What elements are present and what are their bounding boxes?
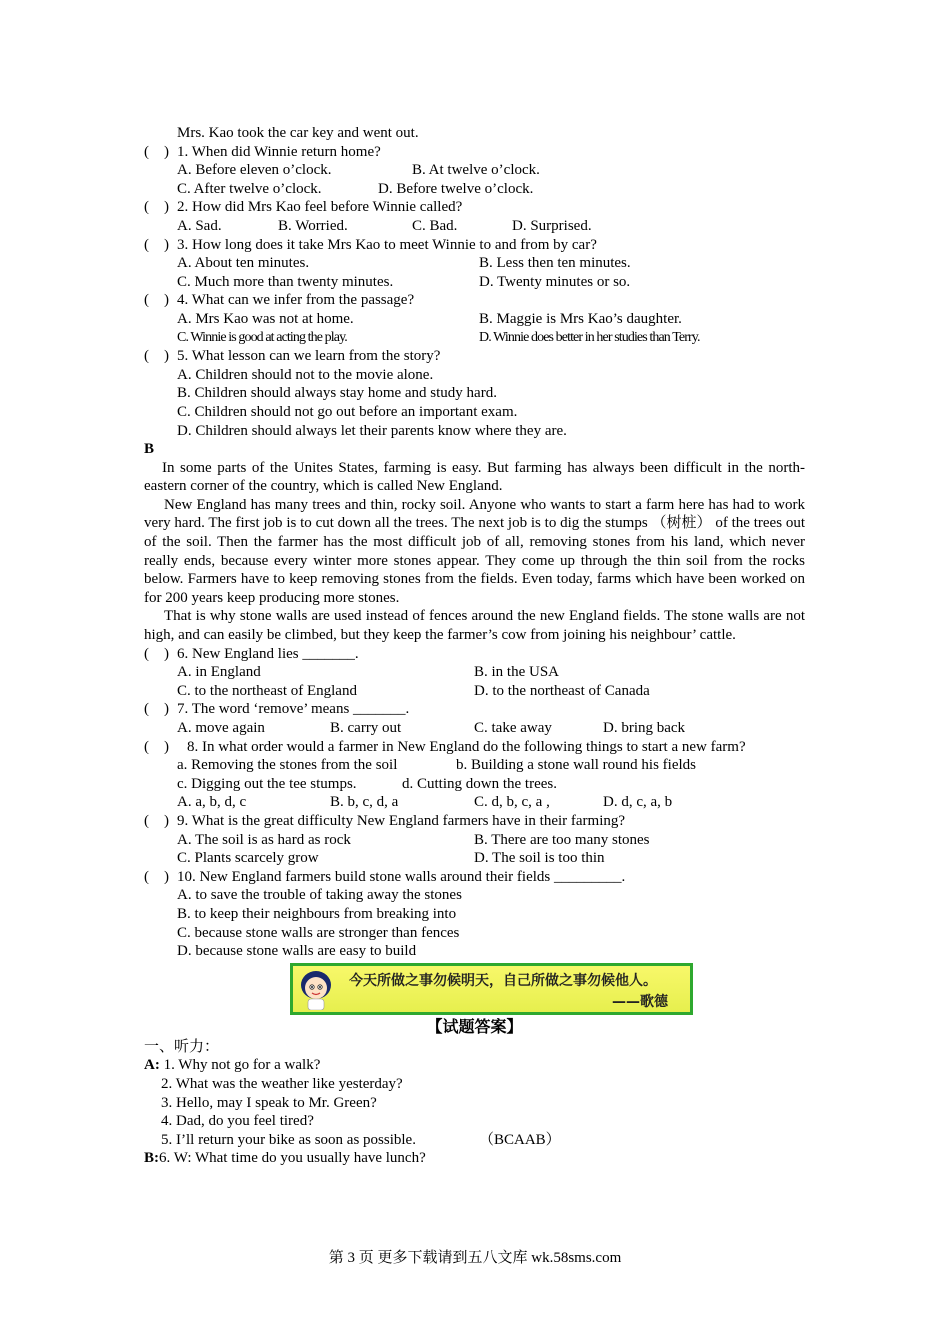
options-row: [144, 719, 805, 738]
option: B. Worried.: [278, 217, 348, 234]
question-stem: 8. In what order would a farmer in New England do the following things to start a new farm?: [187, 738, 746, 755]
sub-item: b. Building a stone wall round his fields: [456, 757, 696, 774]
question-5: [144, 347, 805, 366]
question-6: [144, 645, 805, 664]
sub-items-row: [144, 775, 805, 794]
question-8: [144, 738, 805, 757]
question-1: [144, 143, 805, 162]
option: B. Less then ten minutes.: [479, 255, 631, 272]
options-row: [144, 793, 805, 812]
option: A. Children should not to the movie alone.: [177, 366, 434, 383]
option: A. About ten minutes.: [177, 255, 310, 272]
sub-items-row: [144, 756, 805, 775]
passage-b-paragraph: That is why stone walls are used instead of fences around the new England fields. The stone walls are not high, and can easily be climbed, but they keep the farmer’s cow from joining his neighbour’ cattle.: [144, 608, 805, 644]
question-stem: 6. New England lies _______.: [177, 645, 359, 662]
answers-key: （BCAAB）: [479, 1131, 561, 1148]
option: C. After twelve o’clock.: [177, 180, 322, 197]
options-row: [144, 310, 805, 329]
sub-item: c. Digging out the tee stumps.: [177, 775, 357, 792]
answers-b-line: B:6. W: What time do you usually have lunch?: [144, 1150, 426, 1167]
option: C. Plants scarcely grow: [177, 850, 319, 867]
options-row: [144, 849, 805, 868]
cartoon-girl-icon: [297, 968, 335, 1010]
option: A. move again: [177, 720, 265, 736]
section-b-heading: B: [144, 441, 155, 458]
option: C. to the northeast of England: [177, 682, 357, 699]
options-row: [144, 161, 805, 180]
answers-a-line: 5. I’ll return your bike as soon as possible. （BCAAB）: [161, 1131, 561, 1148]
question-stem: 9. What is the great difficulty New England farmers have in their farming?: [177, 812, 626, 829]
answers-a-line: 4. Dad, do you feel tired?: [161, 1113, 314, 1130]
options-row: [144, 663, 805, 682]
option: B. At twelve o’clock.: [412, 162, 540, 179]
answer-blank: ( ): [144, 236, 169, 253]
document-page: [144, 124, 805, 1168]
option: A. Before eleven o’clock.: [177, 162, 332, 179]
answer-blank: ( ): [144, 143, 169, 160]
question-stem: 1. When did Winnie return home?: [177, 143, 381, 160]
option: D. Before twelve o’clock.: [378, 180, 534, 197]
option: D. to the northeast of Canada: [474, 682, 650, 699]
answers-b-label: B:: [144, 1150, 159, 1167]
option: D. because stone walls are easy to build: [177, 943, 417, 960]
passage-b-paragraph: New England has many trees and thin, rocky soil. Anyone who wants to start a farm here has had to work very hard. The first job is to cut down all the trees. The next job is to dig the stumps （树桩） of the trees out of the soil. Then the farmer has the most difficult job of all, removing stones from his land, which never really ends, because every winter more stones appear. They come up through the thin soil from the rocks below. Farmers have to keep removing stones from the fields. Even today, farms which have been worked on for 200 years keep producing more stones.: [144, 496, 805, 606]
question-stem: 7. The word ‘remove’ means _______.: [177, 701, 410, 718]
question-stem: 10. New England farmers build stone walls around their fields _________.: [177, 868, 626, 885]
option: D. Winnie does better in her studies than Terry.: [479, 329, 700, 345]
option: A. to save the trouble of taking away the stones: [177, 887, 462, 904]
option: A. Sad.: [177, 217, 222, 234]
option: B. Children should always stay home and study hard.: [177, 385, 497, 402]
options-row: [144, 831, 805, 850]
option: C. d, b, c, a ,: [474, 794, 550, 811]
question-7: [144, 700, 805, 719]
question-stem: 2. How did Mrs Kao feel before Winnie called?: [177, 199, 463, 216]
option: C. Children should not go out before an important exam.: [177, 403, 518, 420]
option: A. Mrs Kao was not at home.: [177, 310, 354, 327]
answers-title: 【试题答案】: [426, 1016, 523, 1036]
option: C. Bad.: [412, 217, 458, 234]
question-stem: 5. What lesson can we learn from the story?: [177, 348, 441, 365]
answer-blank: ( ): [144, 199, 169, 216]
options-row: [144, 329, 805, 348]
option: C. Winnie is good at acting the play.: [177, 329, 347, 345]
passage-b-paragraph: In some parts of the Unites States, farming is easy. But farming has always been difficult in the north-eastern corner of the country, which is called New England.: [144, 459, 805, 495]
options-row: [144, 273, 805, 292]
option: D. d, c, a, b: [603, 794, 673, 811]
answer-blank: ( ): [144, 738, 169, 755]
option: A. in England: [177, 664, 261, 681]
quote-banner: [290, 963, 693, 1015]
sub-item: d. Cutting down the trees.: [402, 775, 557, 792]
quote-text: 今天所做之事勿候明天，自己所做之事勿候他人。: [349, 972, 657, 989]
option: B. in the USA: [474, 664, 560, 681]
question-stem: 3. How long does it take Mrs Kao to meet Winnie to and from by car?: [177, 236, 597, 253]
option: B. b, c, d, a: [330, 794, 399, 811]
answer-blank: ( ): [144, 812, 169, 829]
option: A. a, b, d, c: [177, 794, 247, 811]
option: B. carry out: [330, 720, 402, 736]
page-footer: 第 3 页 更多下载请到五八文库 wk.58sms.com: [328, 1250, 622, 1266]
option: D. Surprised.: [512, 217, 592, 234]
option: C. because stone walls are stronger than fences: [177, 924, 460, 941]
option: C. take away: [474, 720, 552, 736]
option: D. The soil is too thin: [474, 850, 605, 867]
question-4: [144, 291, 805, 310]
question-9: [144, 812, 805, 831]
answer-blank: ( ): [144, 292, 169, 309]
options-row: [144, 254, 805, 273]
answers-a-line: A: 1. Why not go for a walk?: [144, 1057, 321, 1074]
option: B. to keep their neighbours from breaking into: [177, 905, 457, 922]
passage-a-last-line: Mrs. Kao took the car key and went out.: [177, 125, 419, 141]
option: D. bring back: [603, 720, 686, 736]
option: C. Much more than twenty minutes.: [177, 273, 394, 290]
question-3: [144, 236, 805, 255]
options-row: [144, 180, 805, 199]
option: A. The soil is as hard as rock: [177, 831, 351, 848]
option: D. Children should always let their parents know where they are.: [177, 422, 567, 439]
answer-blank: ( ): [144, 701, 169, 718]
answers-a-line: 3. Hello, may I speak to Mr. Green?: [161, 1094, 377, 1111]
option: B. Maggie is Mrs Kao’s daughter.: [479, 310, 682, 327]
answer-blank: ( ): [144, 868, 169, 885]
question-10: [144, 868, 805, 887]
option: B. There are too many stones: [474, 831, 650, 848]
question-2: [144, 198, 805, 217]
sub-item: a. Removing the stones from the soil: [177, 757, 398, 774]
answers-a-label: A:: [144, 1057, 160, 1074]
answer-blank: ( ): [144, 348, 169, 365]
answers-section: 一、听力：: [144, 1038, 220, 1055]
options-row: [144, 217, 805, 236]
options-row: [144, 682, 805, 701]
option: D. Twenty minutes or so.: [479, 273, 631, 290]
answer-blank: ( ): [144, 645, 169, 662]
question-stem: 4. What can we infer from the passage?: [177, 292, 415, 309]
quote-author: ——歌德: [612, 993, 668, 1010]
answers-a-line: 2. What was the weather like yesterday?: [161, 1075, 403, 1092]
